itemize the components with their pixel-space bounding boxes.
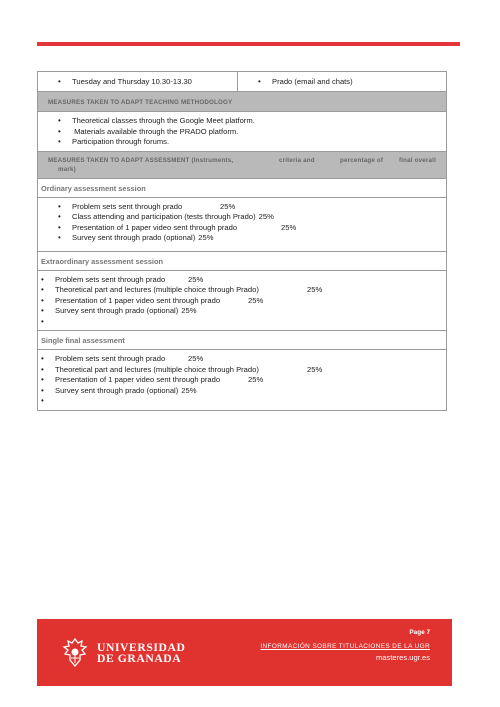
list-item: • Problem sets sent through prado 25% — [58, 201, 236, 211]
bullet-icon: • — [58, 116, 61, 125]
tools-text: Prado (email and chats) — [272, 77, 353, 86]
extraordinary-list — [38, 271, 446, 332]
page-number: Page 7 — [409, 629, 430, 636]
list-item: • Survey sent through prado (optional) 25% — [41, 385, 197, 395]
assessment-heading: MEASURES TAKEN TO ADAPT ASSESSMENT (Instruments, criteria and percentage of final overall mark) — [38, 152, 446, 179]
list-item: • Participation through forums. — [58, 137, 170, 146]
adaptation-table — [37, 71, 447, 411]
list-item-empty — [38, 317, 446, 328]
list-item: • Class attending and participation (tests through Prado) 25% — [58, 212, 274, 221]
bullet-icon: • — [58, 201, 61, 211]
schedule-cell — [38, 72, 238, 91]
university-seal-icon — [62, 638, 88, 668]
bullet-icon: • — [58, 233, 61, 242]
bullet-icon: • — [58, 77, 61, 86]
bullet-icon: • — [41, 316, 44, 326]
list-item-empty — [38, 396, 446, 407]
schedule-row — [38, 72, 446, 92]
list-item: • Survey sent through prado (optional) 25% — [58, 233, 214, 242]
list-item: • Theoretical part and lectures (multiple choice through Prado) 25% — [41, 364, 323, 374]
list-item: • Presentation of 1 paper video sent through prado 25% — [58, 222, 297, 232]
bullet-icon: • — [41, 354, 44, 363]
bullet-icon: • — [58, 212, 61, 221]
list-item: • Presentation of 1 paper video sent through prado 25% — [41, 375, 264, 384]
list-item: • Problem sets sent through prado 25% — [41, 354, 204, 363]
list-item: • Theoretical part and lectures (multiple choice through Prado) 25% — [41, 285, 323, 294]
bullet-icon: • — [58, 126, 61, 136]
tools-cell — [238, 72, 446, 91]
website-link[interactable]: masteres.ugr.es — [375, 653, 430, 662]
list-item: • Presentation of 1 paper video sent through prado 25% — [41, 295, 264, 305]
bullet-icon: • — [58, 137, 61, 146]
degrees-info-link[interactable]: INFORMACIÓN SOBRE TITULACIONES DE LA UGR — [260, 643, 430, 650]
bullet-icon: • — [41, 295, 44, 305]
methodology-list — [38, 112, 446, 152]
bullet-icon: • — [41, 396, 44, 405]
ordinary-list — [38, 198, 446, 252]
bullet-icon: • — [258, 77, 261, 86]
bullet-icon: • — [41, 385, 44, 395]
list-item: • Materials available through the PRADO platform. — [58, 126, 239, 136]
list-item: • Theoretical classes through the Google Meet platform. — [58, 116, 255, 125]
ordinary-session-title: Ordinary assessment session — [38, 179, 446, 198]
list-item: • Problem sets sent through prado 25% — [41, 274, 204, 284]
page-footer — [37, 619, 452, 686]
top-red-rule — [37, 42, 460, 46]
university-name-line2: DE GRANADA — [97, 652, 182, 665]
university-name-line1: UNIVERSIDAD — [97, 641, 186, 654]
bullet-icon: • — [58, 222, 61, 232]
single-final-title: Single final assessment — [38, 331, 446, 350]
methodology-heading: MEASURES TAKEN TO ADAPT TEACHING METHODOLOGY — [38, 92, 446, 112]
bullet-icon: • — [41, 375, 44, 384]
bullet-icon: • — [41, 274, 44, 284]
bullet-icon: • — [41, 306, 44, 315]
bullet-icon: • — [41, 364, 44, 374]
extraordinary-session-title: Extraordinary assessment session — [38, 252, 446, 271]
bullet-icon: • — [41, 285, 44, 294]
schedule-text: Tuesday and Thursday 10.30-13.30 — [72, 77, 192, 86]
list-item: • Survey sent through prado (optional) 25% — [41, 306, 197, 315]
single-final-list — [38, 350, 446, 411]
